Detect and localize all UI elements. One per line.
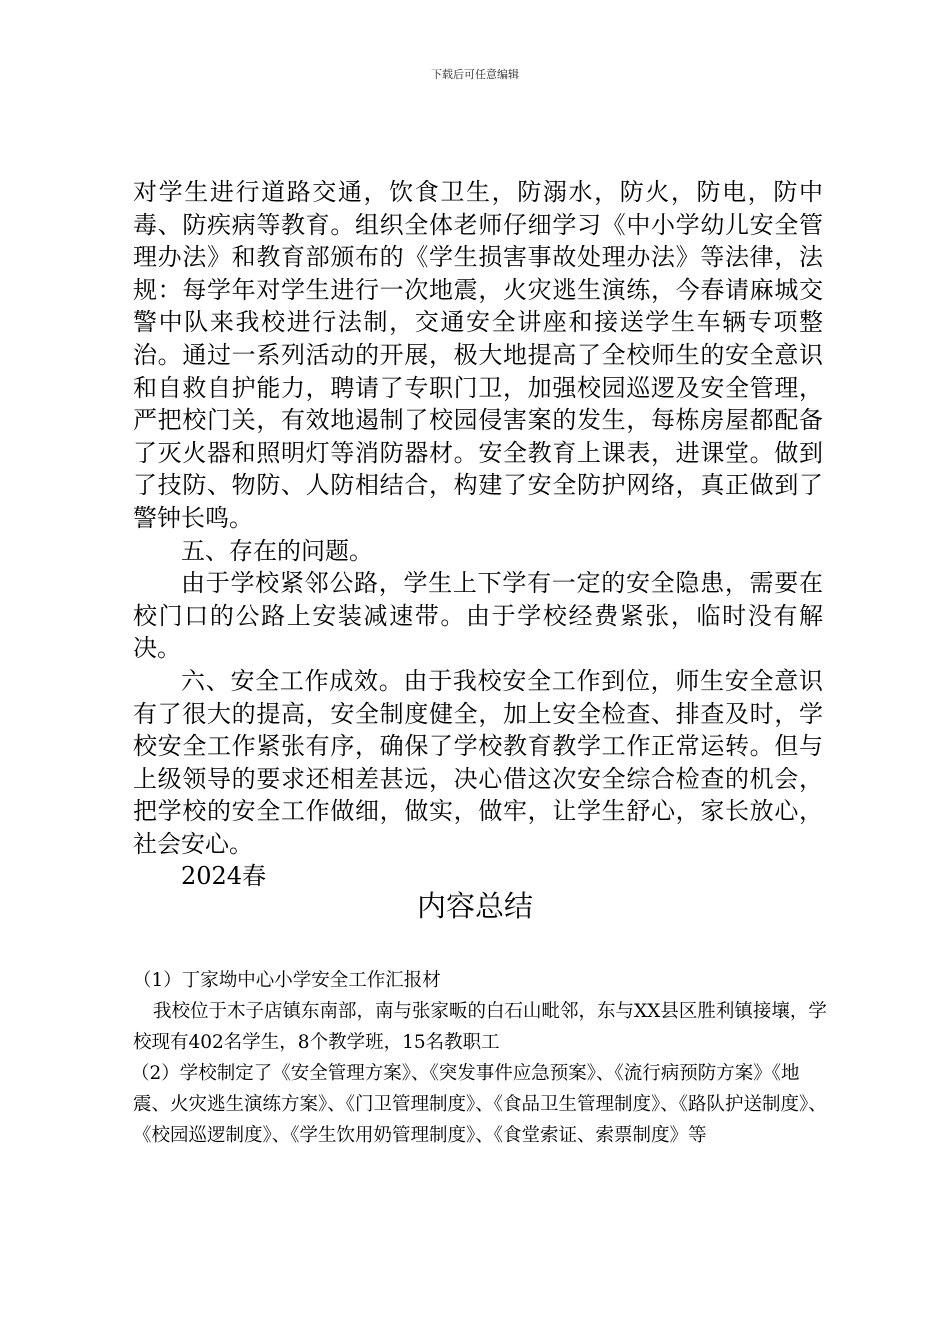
summary-item: （2）学校制定了《安全管理方案》、《突发事件应急预案》、《流行病预防方案》《地震、火灾逃生演练方案》、《门卫管理制度》、《食品卫生管理制度》、《路队护送制度》、《校园巡逻制度》、《学生饮用奶管理制度》、《食堂索证、索票制度》等 — [131, 1063, 827, 1146]
document-body — [133, 176, 823, 893]
date-line: 2024春 — [181, 862, 267, 891]
paragraph: 六、安全工作成效。由于我校安全工作到位，师生安全意识有了很大的提高，安全制度健全，加上安全检查、排查及时，学校安全工作紧张有序，确保了学校教育教学工作正常运转。但与上级领导的要求还相差甚远，决心借这次安全综合检查的机会，把学校的安全工作做细，做实，做牢，让学生舒心，家长放心，社会安心。 — [133, 666, 823, 858]
paragraph: 对学生进行道路交通，饮食卫生，防溺水，防火，防电，防中毒、防疾病等教育。组织全体老师仔细学习《中小学幼儿安全管理办法》和教育部颁布的《学生损害事故处理办法》等法律，法规：每学年对学生进行一次地震，火灾逃生演练，今春请麻城交警中队来我校进行法制，交通安全讲座和接送学生车辆专项整治。通过一系列活动的开展，极大地提高了全校师生的安全意识和自救自护能力，聘请了专职门卫，加强校园巡逻及安全管理，严把校门关，有效地遏制了校园侵害案的发生，每栋房屋都配备了灭火器和照明灯等消防器材。安全教育上课表，进课堂。做到了技防、物防、人防相结合，构建了安全防护网络，真正做到了警钟长鸣。 — [133, 178, 823, 532]
paragraph: 由于学校紧邻公路，学生上下学有一定的安全隐患，需要在校门口的公路上安装减速带。由于学校经费紧张，临时没有解决。 — [133, 569, 823, 663]
page-header: 下载后可任意编辑 — [431, 68, 519, 81]
summary-title: 内容总结 — [416, 889, 533, 923]
summary-item: （1）丁家坳中心小学安全工作汇报材 — [133, 970, 441, 991]
summary-item-text: 我校位于木子店镇东南部，南与张家畈的白石山毗邻，东与XX县区胜利镇接壤，学校现有402名学生，8个教学班，15名教职工 — [133, 1001, 827, 1053]
section-heading: 五、存在的问题。 — [181, 536, 373, 565]
summary-section — [133, 965, 828, 1151]
